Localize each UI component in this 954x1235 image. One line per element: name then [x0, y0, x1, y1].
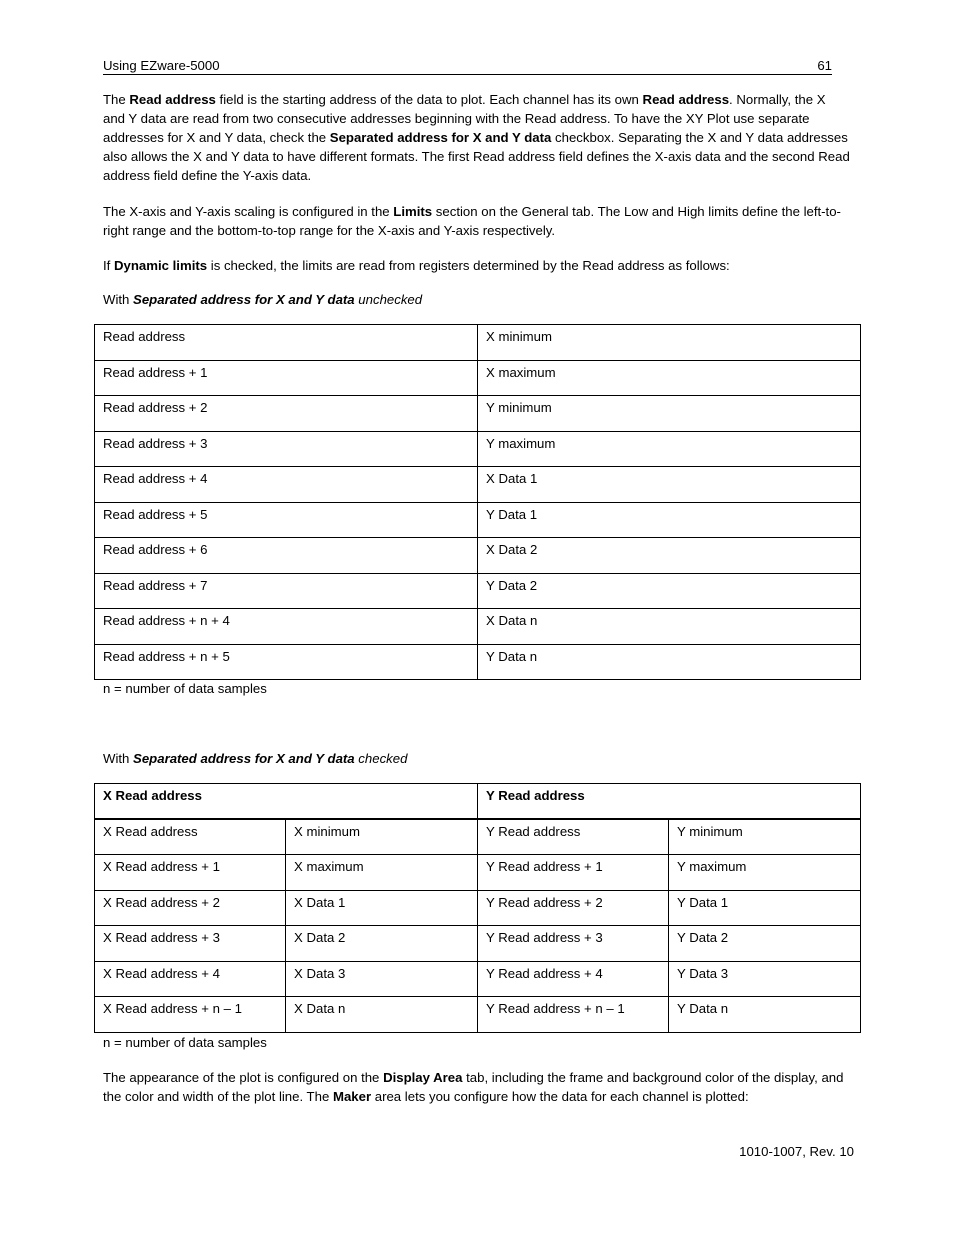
table-cell: Read address [95, 325, 478, 361]
table-cell: Read address + 1 [95, 360, 478, 396]
register-table-unseparated [94, 324, 861, 680]
table-row [95, 502, 861, 538]
table-cell: X maximum [286, 855, 478, 891]
table-row [95, 360, 861, 396]
table-row [95, 890, 861, 926]
paragraph-read-address: The Read address field is the starting address of the data to plot. Each channel has its own Read address. Normally, the X and Y data are read from two consecutive addresses beginning with the Read address. To have the XY Plot use separate addresses for X and Y data, check the Separated address for X and Y data checkbox. Separating the X and Y data addresses also allows the X and Y data to have different formats. The first Read address field defines the X-axis data and the second Read address field define the Y-axis data. [103, 92, 850, 183]
table1-note: n = number of data samples [103, 681, 267, 696]
table-cell: Y Read address + 4 [478, 961, 669, 997]
register-table-separated [94, 783, 861, 1033]
table-cell: Y Data 2 [669, 926, 861, 962]
table-row [95, 819, 861, 855]
table-cell: Read address + 3 [95, 431, 478, 467]
table-row [95, 926, 861, 962]
table-cell: X Read address + 1 [95, 855, 286, 891]
table-cell: Read address + 6 [95, 538, 478, 574]
table-cell: X Data 1 [478, 467, 861, 503]
table-cell: Read address + 4 [95, 467, 478, 503]
table-cell: X Data 2 [286, 926, 478, 962]
table-row [95, 325, 861, 361]
table-cell: Read address + 7 [95, 573, 478, 609]
table-cell: Y Read address + 2 [478, 890, 669, 926]
paragraph-display-area: The appearance of the plot is configured on the Display Area tab, including the frame and background color of the display, and the color and width of the plot line. The Maker area lets you configure how the data for each channel is plotted: [103, 1070, 844, 1104]
table-cell: X Data 2 [478, 538, 861, 574]
table1-caption: With Separated address for X and Y data unchecked [103, 292, 423, 307]
table-header-row [95, 784, 861, 820]
table-cell: Y Data 2 [478, 573, 861, 609]
table-cell: Y Data 1 [478, 502, 861, 538]
table-row [95, 609, 861, 645]
page-header [103, 58, 832, 75]
table2-caption: With Separated address for X and Y data checked [103, 751, 408, 766]
y-read-address-header: Y Read address [478, 784, 861, 820]
table-cell: Read address + 2 [95, 396, 478, 432]
table-cell: Y Data n [669, 997, 861, 1033]
table-cell: Y maximum [478, 431, 861, 467]
paragraph-limits: The X-axis and Y-axis scaling is configured in the Limits section on the General tab. The Low and High limits define the left-to-right range and the bottom-to-top range for the X-axis and Y-axis respectively. [103, 204, 841, 238]
table-cell: X Data 1 [286, 890, 478, 926]
header-title: Using EZware-5000 [103, 58, 220, 73]
table-cell: Y minimum [669, 819, 861, 855]
table-cell: X Read address + 4 [95, 961, 286, 997]
table-cell: X Read address + n – 1 [95, 997, 286, 1033]
table-cell: Y maximum [669, 855, 861, 891]
table-cell: Y Data 1 [669, 890, 861, 926]
table-row [95, 997, 861, 1033]
table-cell: Y minimum [478, 396, 861, 432]
table-row [95, 467, 861, 503]
table-row [95, 396, 861, 432]
table-cell: Y Read address + n – 1 [478, 997, 669, 1033]
table-cell: Y Data 3 [669, 961, 861, 997]
table-cell: X minimum [286, 819, 478, 855]
table-row [95, 855, 861, 891]
table-row [95, 431, 861, 467]
table-cell: Read address + n + 5 [95, 644, 478, 680]
table-cell: X Data 3 [286, 961, 478, 997]
doc-revision: 1010-1007, Rev. 10 [739, 1144, 854, 1159]
table-cell: Y Read address [478, 819, 669, 855]
table-cell: X minimum [478, 325, 861, 361]
paragraph-dynamic-limits: If Dynamic limits is checked, the limits are read from registers determined by the Read address as follows: [103, 258, 730, 273]
table-cell: X Read address + 2 [95, 890, 286, 926]
page-number: 61 [817, 58, 832, 73]
table-cell: Read address + 5 [95, 502, 478, 538]
table-row [95, 961, 861, 997]
x-read-address-header: X Read address [95, 784, 478, 820]
table-cell: Y Data n [478, 644, 861, 680]
table-cell: X maximum [478, 360, 861, 396]
table-cell: X Read address + 3 [95, 926, 286, 962]
table-cell: Read address + n + 4 [95, 609, 478, 645]
table-row [95, 644, 861, 680]
table-cell: Y Read address + 3 [478, 926, 669, 962]
table-row [95, 573, 861, 609]
table-cell: X Data n [286, 997, 478, 1033]
table-cell: X Read address [95, 819, 286, 855]
table2-note: n = number of data samples [103, 1035, 267, 1050]
table-cell: Y Read address + 1 [478, 855, 669, 891]
table-cell: X Data n [478, 609, 861, 645]
table-row [95, 538, 861, 574]
